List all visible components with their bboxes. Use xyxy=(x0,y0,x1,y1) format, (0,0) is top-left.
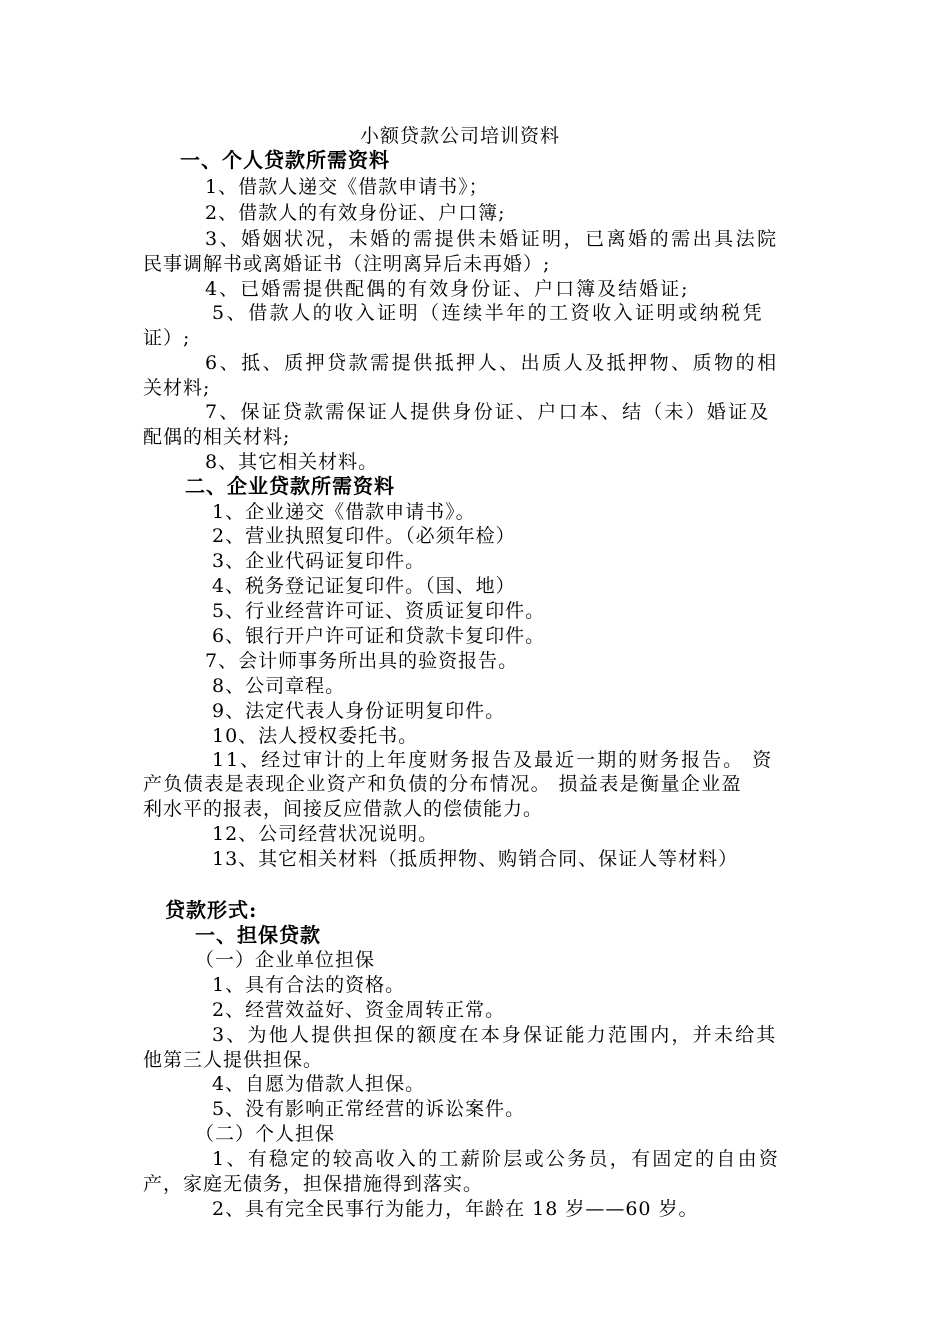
section1-item: 3、婚姻状况，未婚的需提供未婚证明，已离婚的需出具法院 xyxy=(205,228,779,250)
section2-item: 产负债表是表现企业资产和负债的分布情况。 损益表是衡量企业盈 xyxy=(143,773,743,795)
group1-item: 4、自愿为借款人担保。 xyxy=(212,1073,426,1095)
section2-item: 3、企业代码证复印件。 xyxy=(212,550,426,572)
section1-item: 2、借款人的有效身份证、户口簿; xyxy=(205,202,506,224)
section1-item: 6、抵、质押贷款需提供抵押人、出质人及抵押物、质物的相 xyxy=(205,352,779,374)
section3-heading: 贷款形式: xyxy=(165,898,258,922)
section1-heading: 一、个人贷款所需资料 xyxy=(180,148,390,172)
section2-item: 利水平的报表，间接反应借款人的偿债能力。 xyxy=(143,798,544,820)
group2-item: 1、有稳定的较高收入的工薪阶层或公务员，有固定的自由资 xyxy=(212,1148,781,1170)
group1-item: 3、为他人提供担保的额度在本身保证能力范围内，并未给其 xyxy=(212,1024,778,1046)
section2-item: 1、企业递交《借款申请书》。 xyxy=(212,501,476,523)
section1-item: 关材料; xyxy=(143,377,211,399)
section2-item: 7、会计师事务所出具的验资报告。 xyxy=(205,650,519,672)
section2-item: 11、经过审计的上年度财务报告及最近一期的财务报告。 资 xyxy=(212,749,774,771)
section2-item: 4、税务登记证复印件。（国、地） xyxy=(212,575,516,597)
group1-item: 5、没有影响正常经营的诉讼案件。 xyxy=(212,1098,526,1120)
group2-label: （二）个人担保 xyxy=(195,1123,336,1145)
section2-item: 6、银行开户许可证和贷款卡复印件。 xyxy=(212,625,546,647)
section1-item: 4、已婚需提供配偶的有效身份证、户口簿及结婚证; xyxy=(205,278,690,300)
section2-item: 2、营业执照复印件。（必须年检） xyxy=(212,525,516,547)
section1-item: 证）; xyxy=(143,327,191,349)
section2-item: 13、其它相关材料（抵质押物、购销合同、保证人等材料） xyxy=(212,848,739,870)
section1-item: 配偶的相关材料; xyxy=(143,426,291,448)
section2-item: 5、行业经营许可证、资质证复印件。 xyxy=(212,600,546,622)
section2-item: 10、法人授权委托书。 xyxy=(212,725,419,747)
section1-item: 民事调解书或离婚证书（注明离异后未再婚）; xyxy=(143,253,551,275)
section1-item: 5、借款人的收入证明（连续半年的工资收入证明或纳税凭 xyxy=(212,302,765,324)
section2-item: 8、公司章程。 xyxy=(212,675,346,697)
group1-item: 2、经营效益好、资金周转正常。 xyxy=(212,999,506,1021)
section1-item: 1、借款人递交《借款申请书》； xyxy=(205,176,489,198)
doc-title: 小额贷款公司培训资料 xyxy=(360,125,561,147)
section1-item: 8、其它相关材料。 xyxy=(205,451,379,473)
group1-item: 1、具有合法的资格。 xyxy=(212,974,406,996)
section2-item: 9、法定代表人身份证明复印件。 xyxy=(212,700,506,722)
group2-item: 2、具有完全民事行为能力，年龄在 18 岁——60 岁。 xyxy=(212,1198,699,1220)
section3-subheading: 一、担保贷款 xyxy=(195,923,321,947)
group1-label: （一）企业单位担保 xyxy=(195,949,376,971)
section2-heading: 二、企业贷款所需资料 xyxy=(185,474,395,498)
group1-item: 他第三人提供担保。 xyxy=(143,1049,324,1071)
section2-item: 12、公司经营状况说明。 xyxy=(212,823,439,845)
section1-item: 7、保证贷款需保证人提供身份证、户口本、结（未）婚证及 xyxy=(205,401,771,423)
group2-item: 产，家庭无债务，担保措施得到落实。 xyxy=(143,1173,484,1195)
